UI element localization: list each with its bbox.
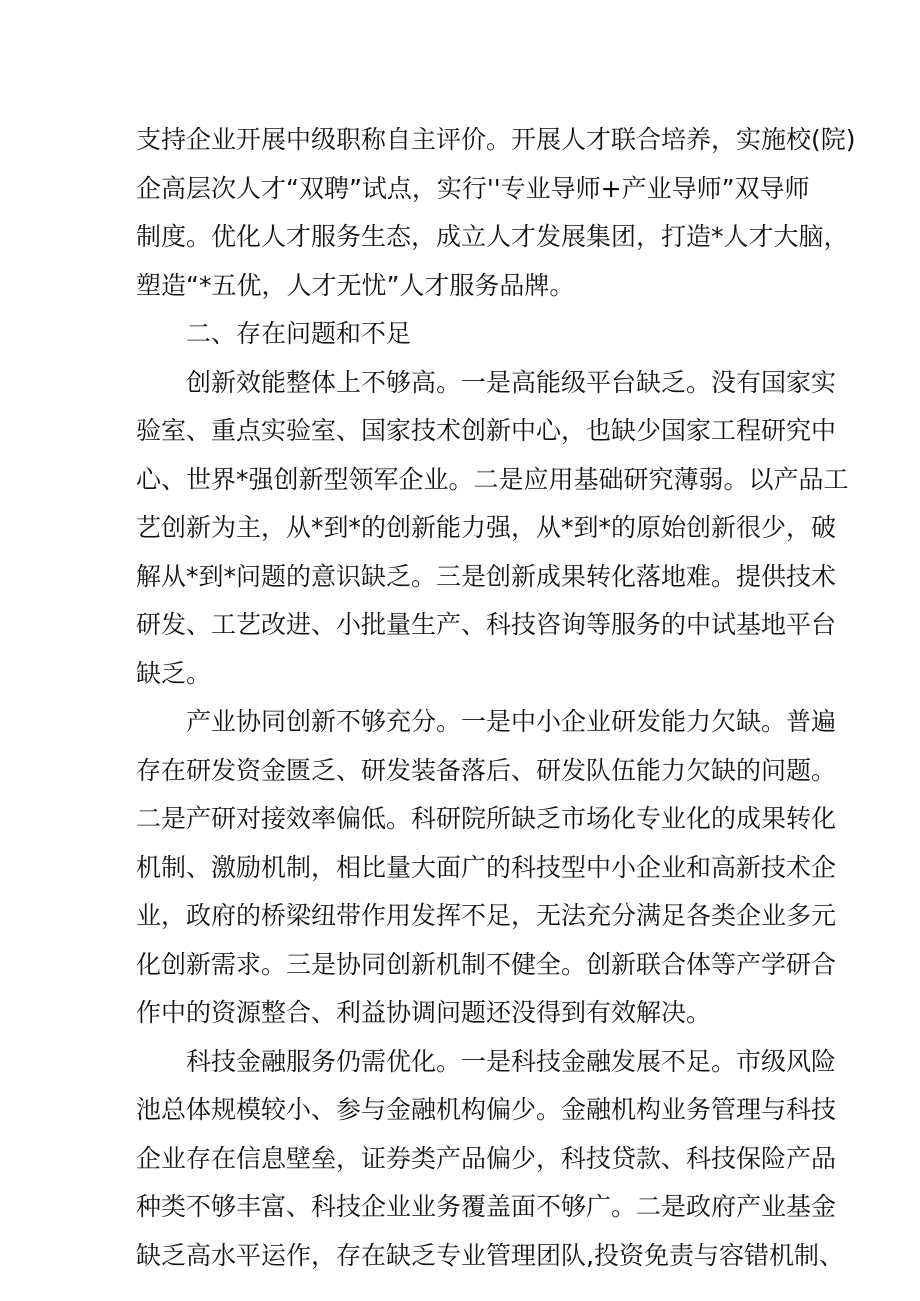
text-line: 缺乏高水平运作，存在缺乏专业管理团队,投资免责与容错机制、 xyxy=(136,1240,844,1270)
text-line: 科技金融服务仍需优化。一是科技金融发展不足。市级风险 xyxy=(186,1046,837,1076)
text-line: 支持企业开展中级职称自主评价。开展人才联合培养，实施校(院) xyxy=(136,125,856,154)
text-line: 研发、工艺改进、小批量生产、科技咨询等服务的中试基地平台 xyxy=(136,610,837,639)
text-line: 心、世界*强创新型领军企业。二是应用基础研究薄弱。以产品工 xyxy=(136,464,849,494)
text-line: 企高层次人才“双聘”试点，实行''专业导师+产业导师”双导师 xyxy=(136,173,810,203)
section-heading: 二、存在问题和不足 xyxy=(186,319,412,348)
text-line: 验室、重点实验室、国家技术创新中心，也缺少国家工程研究中 xyxy=(136,416,837,445)
text-line: 塑造“*五优，人才无忧”人才服务品牌。 xyxy=(136,270,575,300)
text-line: 存在研发资金匮乏、研发装备落后、研发队伍能力欠缺的问题。 xyxy=(136,755,837,785)
text-line: 池总体规模较小、参与金融机构偏少。金融机构业务管理与科技 xyxy=(136,1095,837,1124)
text-line: 种类不够丰富、科技企业业务覆盖面不够广。二是政府产业基金 xyxy=(136,1192,837,1221)
text-line: 产业协同创新不够充分。一是中小企业研发能力欠缺。普遍 xyxy=(186,707,837,736)
text-line: 二是产研对接效率偏低。科研院所缺乏市场化专业化的成果转化 xyxy=(136,804,837,833)
text-line: 解从*到*问题的意识缺乏。三是创新成果转化落地难。提供技术 xyxy=(136,561,837,591)
document-body xyxy=(136,116,856,1280)
text-line: 创新效能整体上不够高。一是高能级平台缺乏。没有国家实 xyxy=(186,367,837,397)
text-line: 缺乏。 xyxy=(136,658,212,688)
text-line: 作中的资源整合、利益协调问题还没得到有效解决。 xyxy=(136,998,712,1027)
text-line: 艺创新为主，从*到*的创新能力强，从*到*的原始创新很少，破 xyxy=(136,513,837,542)
text-line: 化创新需求。三是协同创新机制不健全。创新联合体等产学研合 xyxy=(136,949,837,979)
text-line: 企业存在信息壁垒，证券类产品偏少，科技贷款、科技保险产品 xyxy=(136,1143,837,1173)
text-line: 机制、激励机制，相比量大面广的科技型中小企业和高新技术企 xyxy=(136,852,837,882)
text-line: 制度。优化人才服务生态，成立人才发展集团，打造*人才大脑， xyxy=(136,222,849,251)
text-line: 业，政府的桥梁纽带作用发挥不足，无法充分满足各类企业多元 xyxy=(136,901,837,930)
